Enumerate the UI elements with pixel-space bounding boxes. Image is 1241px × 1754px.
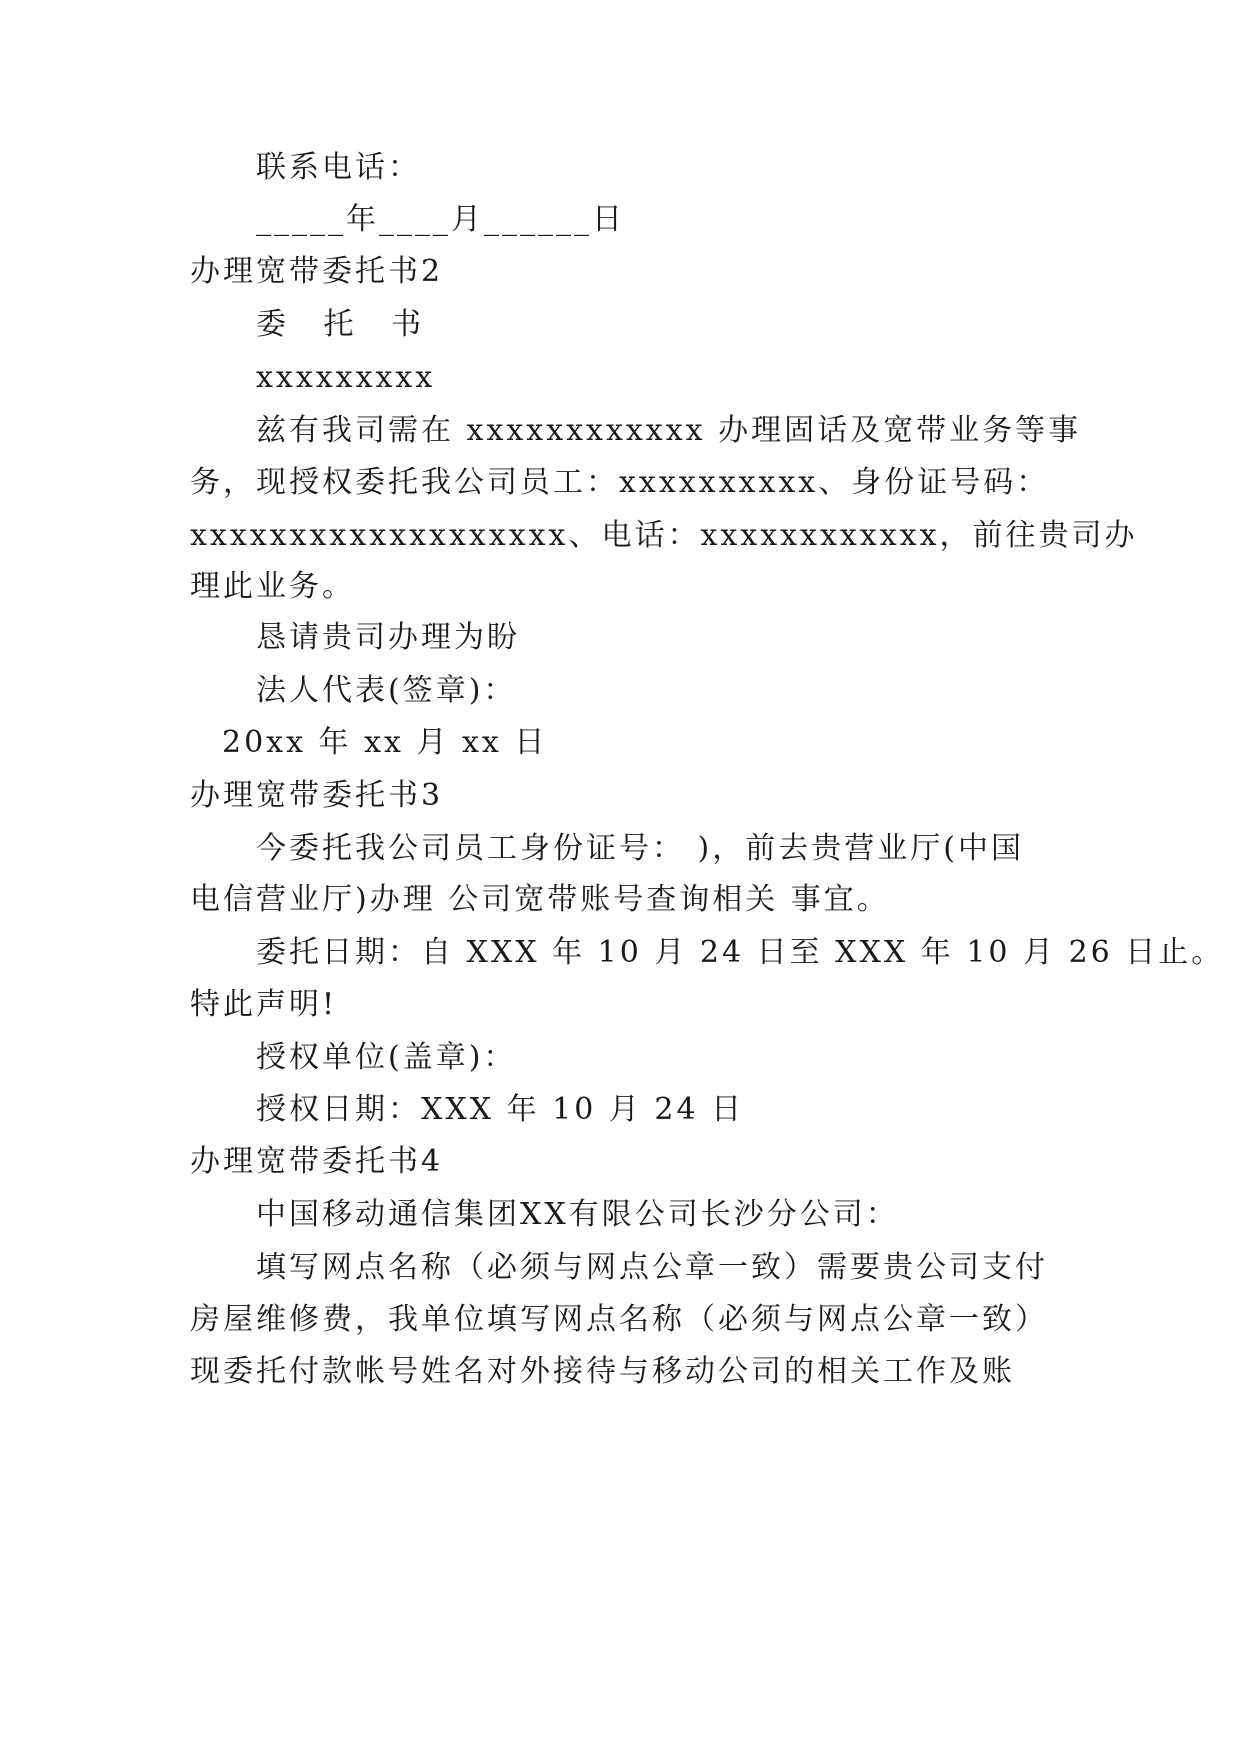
body-paragraph-line: 电信营业厅)办理 公司宽带账号查询相关 事宜。 — [190, 882, 890, 917]
addressee: 中国移动通信集团XX有限公司长沙分公司： — [256, 1197, 899, 1232]
request-line: 恳请贵司办理为盼 — [256, 620, 520, 655]
body-paragraph-line: 理此业务。 — [190, 569, 355, 604]
body-paragraph-line: 务，现授权委托我公司员工：xxxxxxxxxx、身份证号码： — [190, 465, 1050, 500]
contact-phone-label: 联系电话： — [256, 150, 421, 185]
signature-label: 法人代表(签章)： — [256, 673, 517, 708]
section-title-3: 办理宽带委托书3 — [190, 778, 444, 813]
body-paragraph-line: 现委托付款帐号姓名对外接待与移动公司的相关工作及账 — [190, 1354, 1015, 1389]
body-paragraph-line: 今委托我公司员工身份证号： )，前去贵营业厅(中国 — [256, 831, 1024, 866]
body-paragraph-line: 房屋维修费，我单位填写网点名称（必须与网点公章一致） — [190, 1302, 1048, 1337]
addressee: xxxxxxxxx — [256, 360, 436, 395]
document-heading: 委 托 书 — [256, 307, 436, 342]
date-blank-line: _____年____月______日 — [256, 202, 625, 237]
statement-line: 特此声明! — [190, 987, 338, 1022]
commission-period: 委托日期：自 XXX 年 10 月 24 日至 XXX 年 10 月 26 日止。 — [256, 935, 1225, 970]
body-paragraph-line: 兹有我司需在 xxxxxxxxxxxx 办理固话及宽带业务等事 — [256, 413, 1082, 448]
signature-date: 20xx 年 xx 月 xx 日 — [222, 725, 548, 760]
authorization-date: 授权日期：XXX 年 10 月 24 日 — [256, 1092, 745, 1127]
section-title-2: 办理宽带委托书2 — [190, 254, 444, 289]
authorizing-unit-label: 授权单位(盖章)： — [256, 1040, 517, 1075]
section-title-4: 办理宽带委托书4 — [190, 1144, 444, 1179]
body-paragraph-line: 填写网点名称（必须与网点公章一致）需要贵公司支付 — [256, 1250, 1048, 1285]
body-paragraph-line: xxxxxxxxxxxxxxxxxxx、电话：xxxxxxxxxxxx，前往贵司办 — [190, 518, 1138, 553]
